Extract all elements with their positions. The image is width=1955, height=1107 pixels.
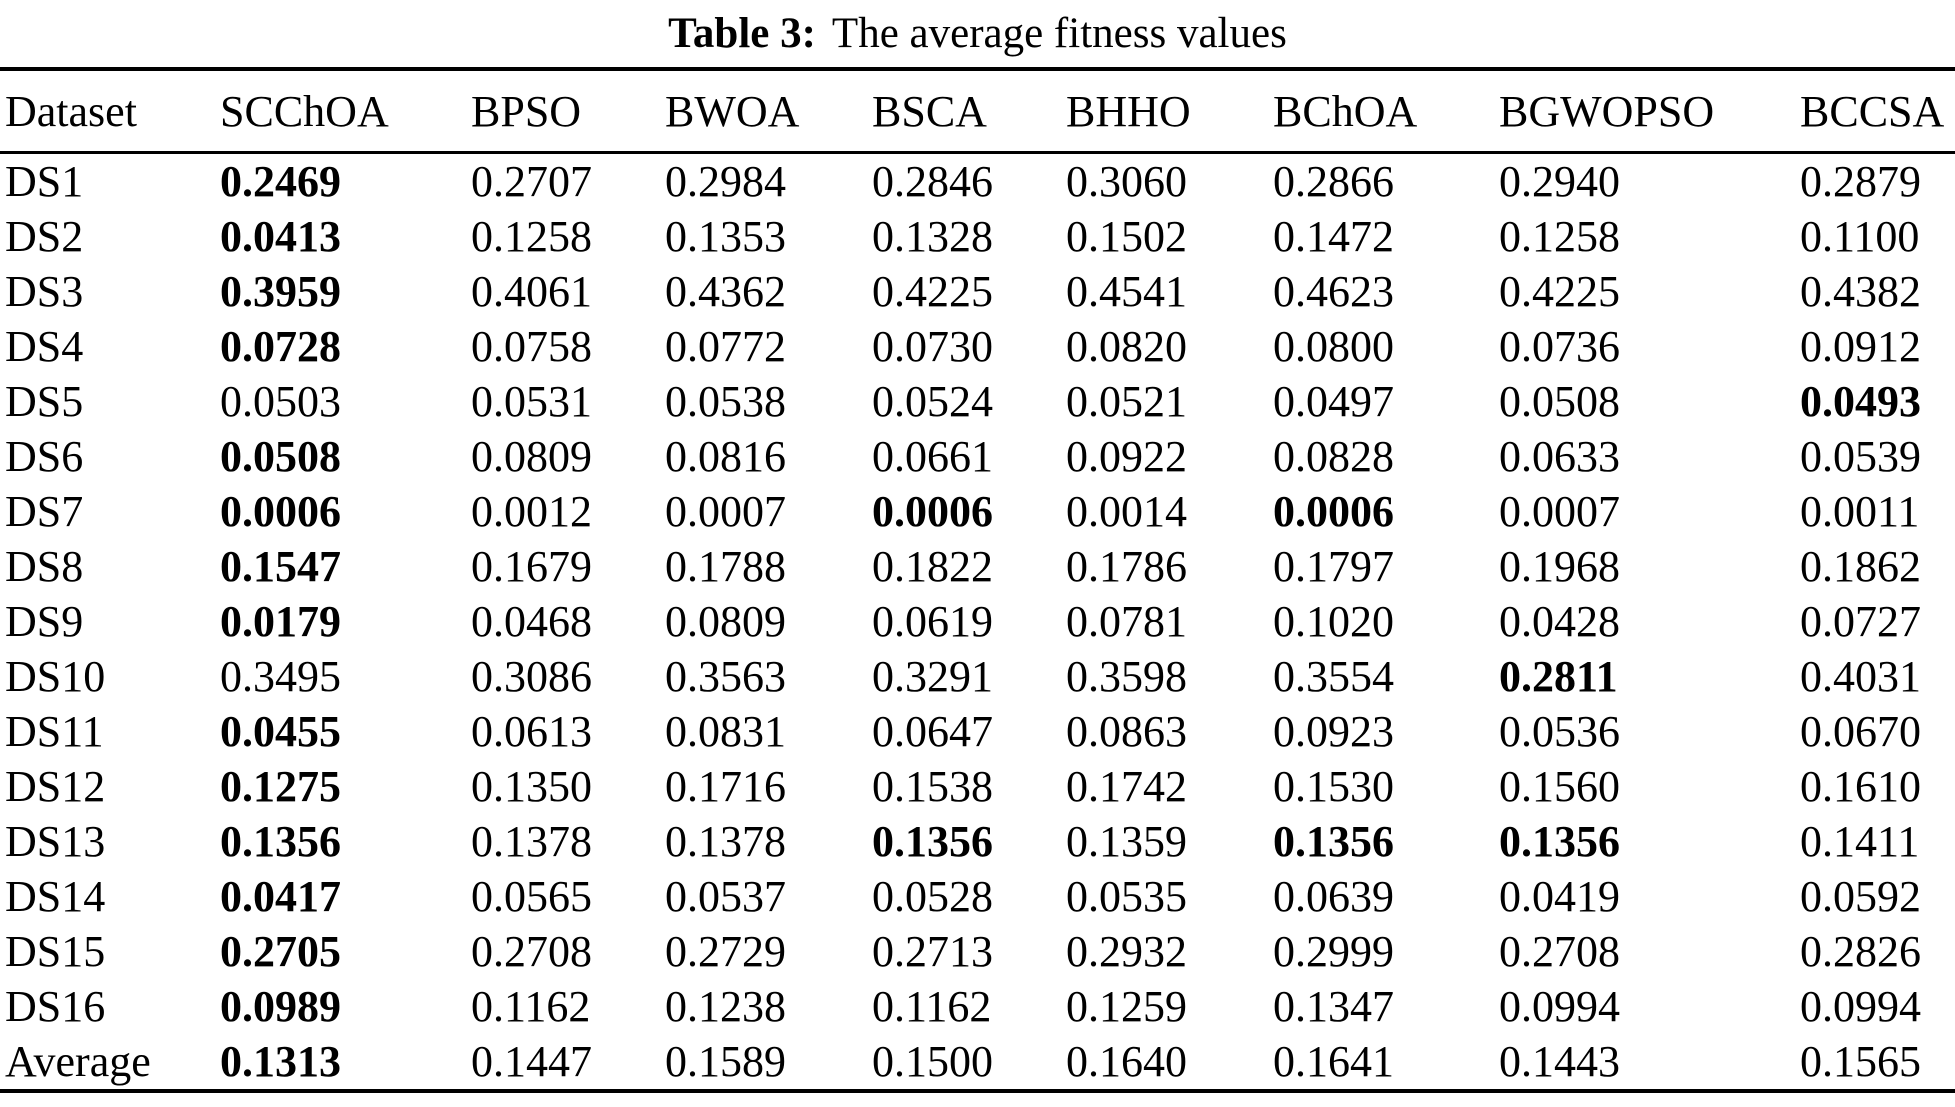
table-row [0, 264, 1955, 319]
value-cell: 0.1258 [471, 212, 592, 261]
value-cell: 0.0508 [220, 432, 341, 481]
value-cell: 0.1502 [1066, 212, 1187, 261]
value-cell: 0.0772 [665, 322, 786, 371]
value-cell: 0.2940 [1499, 157, 1620, 206]
value-cell: 0.0006 [1273, 487, 1394, 536]
value-cell: 0.1347 [1273, 982, 1394, 1031]
value-cell: 0.0179 [220, 597, 341, 646]
dataset-label: DS8 [5, 542, 84, 591]
value-cell: 0.4541 [1066, 267, 1187, 316]
dataset-label: DS14 [5, 872, 106, 921]
value-cell: 0.0503 [220, 377, 341, 426]
value-cell: 0.0809 [665, 597, 786, 646]
value-cell: 0.0736 [1499, 322, 1620, 371]
value-cell: 0.2826 [1800, 927, 1921, 976]
value-cell: 0.0592 [1800, 872, 1921, 921]
value-cell: 0.1162 [471, 982, 591, 1031]
table-row [0, 759, 1955, 814]
value-cell: 0.1275 [220, 762, 341, 811]
value-cell: 0.4061 [471, 267, 592, 316]
value-cell: 0.3598 [1066, 652, 1187, 701]
dataset-label: DS3 [5, 267, 84, 316]
dataset-label: DS7 [5, 487, 84, 536]
table-row [0, 1034, 1955, 1091]
dataset-label: DS2 [5, 212, 84, 261]
value-cell: 0.2729 [665, 927, 786, 976]
value-cell: 0.0828 [1273, 432, 1394, 481]
value-cell: 0.1356 [1499, 817, 1620, 866]
table-caption [0, 0, 1955, 67]
value-cell: 0.1640 [1066, 1037, 1187, 1086]
value-cell: 0.0863 [1066, 707, 1187, 756]
value-cell: 0.0538 [665, 377, 786, 426]
column-header-bgwopso: BGWOPSO [1499, 69, 1800, 153]
table-row [0, 814, 1955, 869]
value-cell: 0.1589 [665, 1037, 786, 1086]
value-cell: 0.1020 [1273, 597, 1394, 646]
table-row [0, 924, 1955, 979]
value-cell: 0.1610 [1800, 762, 1921, 811]
value-cell: 0.3563 [665, 652, 786, 701]
value-cell: 0.0639 [1273, 872, 1394, 921]
value-cell: 0.0528 [872, 872, 993, 921]
value-cell: 0.0809 [471, 432, 592, 481]
value-cell: 0.0531 [471, 377, 592, 426]
value-cell: 0.1560 [1499, 762, 1620, 811]
column-header-bpso: BPSO [471, 69, 665, 153]
dataset-label: DS9 [5, 597, 84, 646]
table-row [0, 319, 1955, 374]
value-cell: 0.1353 [665, 212, 786, 261]
table-row [0, 209, 1955, 264]
column-header-bhho: BHHO [1066, 69, 1273, 153]
value-cell: 0.0994 [1800, 982, 1921, 1031]
dataset-label: DS10 [5, 652, 106, 701]
table-row [0, 374, 1955, 429]
table-row [0, 649, 1955, 704]
dataset-label: Average [5, 1037, 151, 1086]
value-cell: 0.0455 [220, 707, 341, 756]
table-row [0, 979, 1955, 1034]
table-caption-text: The average fitness values [831, 10, 1287, 57]
value-cell: 0.0912 [1800, 322, 1921, 371]
value-cell: 0.0727 [1800, 597, 1921, 646]
value-cell: 0.4031 [1800, 652, 1921, 701]
table-row [0, 594, 1955, 649]
dataset-label: DS5 [5, 377, 84, 426]
column-header-bchoa: BChOA [1273, 69, 1499, 153]
value-cell: 0.4225 [1499, 267, 1620, 316]
value-cell: 0.1565 [1800, 1037, 1921, 1086]
value-cell: 0.1378 [471, 817, 592, 866]
value-cell: 0.1313 [220, 1037, 341, 1086]
column-header-bsca: BSCA [872, 69, 1066, 153]
value-cell: 0.0007 [665, 487, 786, 536]
value-cell: 0.3086 [471, 652, 592, 701]
value-cell: 0.0006 [872, 487, 993, 536]
value-cell: 0.0922 [1066, 432, 1187, 481]
value-cell: 0.0758 [471, 322, 592, 371]
value-cell: 0.1411 [1800, 817, 1920, 866]
value-cell: 0.1500 [872, 1037, 993, 1086]
value-cell: 0.2932 [1066, 927, 1187, 976]
value-cell: 0.0468 [471, 597, 592, 646]
value-cell: 0.0493 [1800, 377, 1921, 426]
dataset-label: DS6 [5, 432, 84, 481]
value-cell: 0.0661 [872, 432, 993, 481]
value-cell: 0.0730 [872, 322, 993, 371]
value-cell: 0.1788 [665, 542, 786, 591]
table-row [0, 429, 1955, 484]
value-cell: 0.0781 [1066, 597, 1187, 646]
value-cell: 0.1716 [665, 762, 786, 811]
value-cell: 0.1443 [1499, 1037, 1620, 1086]
value-cell: 0.1742 [1066, 762, 1187, 811]
value-cell: 0.1786 [1066, 542, 1187, 591]
value-cell: 0.0413 [220, 212, 341, 261]
value-cell: 0.0428 [1499, 597, 1620, 646]
value-cell: 0.2866 [1273, 157, 1394, 206]
value-cell: 0.2707 [471, 157, 592, 206]
value-cell: 0.2846 [872, 157, 993, 206]
column-header-scchoa: SCChOA [220, 69, 471, 153]
value-cell: 0.1679 [471, 542, 592, 591]
value-cell: 0.2469 [220, 157, 341, 206]
value-cell: 0.0537 [665, 872, 786, 921]
value-cell: 0.0670 [1800, 707, 1921, 756]
value-cell: 0.2879 [1800, 157, 1921, 206]
table-row [0, 153, 1955, 210]
value-cell: 0.1359 [1066, 817, 1187, 866]
value-cell: 0.2811 [1499, 652, 1618, 701]
value-cell: 0.0923 [1273, 707, 1394, 756]
value-cell: 0.4362 [665, 267, 786, 316]
dataset-label: DS15 [5, 927, 106, 976]
value-cell: 0.1538 [872, 762, 993, 811]
value-cell: 0.2708 [1499, 927, 1620, 976]
value-cell: 0.1258 [1499, 212, 1620, 261]
value-cell: 0.0800 [1273, 322, 1394, 371]
value-cell: 0.0524 [872, 377, 993, 426]
value-cell: 0.0816 [665, 432, 786, 481]
table-row [0, 539, 1955, 594]
value-cell: 0.1530 [1273, 762, 1394, 811]
dataset-label: DS16 [5, 982, 106, 1031]
value-cell: 0.3959 [220, 267, 341, 316]
table-row [0, 704, 1955, 759]
value-cell: 0.0007 [1499, 487, 1620, 536]
dataset-label: DS11 [5, 707, 104, 756]
column-header-dataset: Dataset [0, 69, 220, 153]
value-cell: 0.2713 [872, 927, 993, 976]
value-cell: 0.1356 [1273, 817, 1394, 866]
value-cell: 0.2708 [471, 927, 592, 976]
value-cell: 0.3291 [872, 652, 993, 701]
value-cell: 0.0565 [471, 872, 592, 921]
value-cell: 0.1238 [665, 982, 786, 1031]
value-cell: 0.0535 [1066, 872, 1187, 921]
value-cell: 0.3554 [1273, 652, 1394, 701]
value-cell: 0.1862 [1800, 542, 1921, 591]
value-cell: 0.1100 [1800, 212, 1920, 261]
value-cell: 0.0508 [1499, 377, 1620, 426]
value-cell: 0.0994 [1499, 982, 1620, 1031]
value-cell: 0.2999 [1273, 927, 1394, 976]
column-header-bwoa: BWOA [665, 69, 872, 153]
value-cell: 0.0497 [1273, 377, 1394, 426]
table-caption-label: Table 3: [668, 10, 816, 57]
value-cell: 0.1447 [471, 1037, 592, 1086]
value-cell: 0.0613 [471, 707, 592, 756]
value-cell: 0.1797 [1273, 542, 1394, 591]
dataset-label: DS1 [5, 157, 84, 206]
column-header-bccsa: BCCSA [1800, 69, 1955, 153]
value-cell: 0.0989 [220, 982, 341, 1031]
value-cell: 0.0831 [665, 707, 786, 756]
value-cell: 0.3060 [1066, 157, 1187, 206]
value-cell: 0.0011 [1800, 487, 1920, 536]
table-row [0, 484, 1955, 539]
value-cell: 0.3495 [220, 652, 341, 701]
value-cell: 0.1259 [1066, 982, 1187, 1031]
value-cell: 0.1472 [1273, 212, 1394, 261]
value-cell: 0.0728 [220, 322, 341, 371]
value-cell: 0.1968 [1499, 542, 1620, 591]
value-cell: 0.1350 [471, 762, 592, 811]
header-row [0, 69, 1955, 153]
value-cell: 0.1328 [872, 212, 993, 261]
fitness-table [0, 67, 1955, 1093]
value-cell: 0.1378 [665, 817, 786, 866]
value-cell: 0.0012 [471, 487, 592, 536]
value-cell: 0.4382 [1800, 267, 1921, 316]
value-cell: 0.4225 [872, 267, 993, 316]
value-cell: 0.1356 [872, 817, 993, 866]
value-cell: 0.0521 [1066, 377, 1187, 426]
value-cell: 0.4623 [1273, 267, 1394, 316]
table-row [0, 869, 1955, 924]
value-cell: 0.0536 [1499, 707, 1620, 756]
value-cell: 0.0417 [220, 872, 341, 921]
value-cell: 0.1162 [872, 982, 992, 1031]
value-cell: 0.2984 [665, 157, 786, 206]
dataset-label: DS12 [5, 762, 106, 811]
value-cell: 0.1822 [872, 542, 993, 591]
value-cell: 0.0633 [1499, 432, 1620, 481]
value-cell: 0.0014 [1066, 487, 1187, 536]
value-cell: 0.2705 [220, 927, 341, 976]
dataset-label: DS4 [5, 322, 84, 371]
value-cell: 0.0006 [220, 487, 341, 536]
value-cell: 0.0419 [1499, 872, 1620, 921]
value-cell: 0.0539 [1800, 432, 1921, 481]
value-cell: 0.1547 [220, 542, 341, 591]
dataset-label: DS13 [5, 817, 106, 866]
value-cell: 0.1356 [220, 817, 341, 866]
table-header [0, 69, 1955, 153]
value-cell: 0.0647 [872, 707, 993, 756]
table-body [0, 153, 1955, 1092]
value-cell: 0.0619 [872, 597, 993, 646]
value-cell: 0.0820 [1066, 322, 1187, 371]
value-cell: 0.1641 [1273, 1037, 1394, 1086]
